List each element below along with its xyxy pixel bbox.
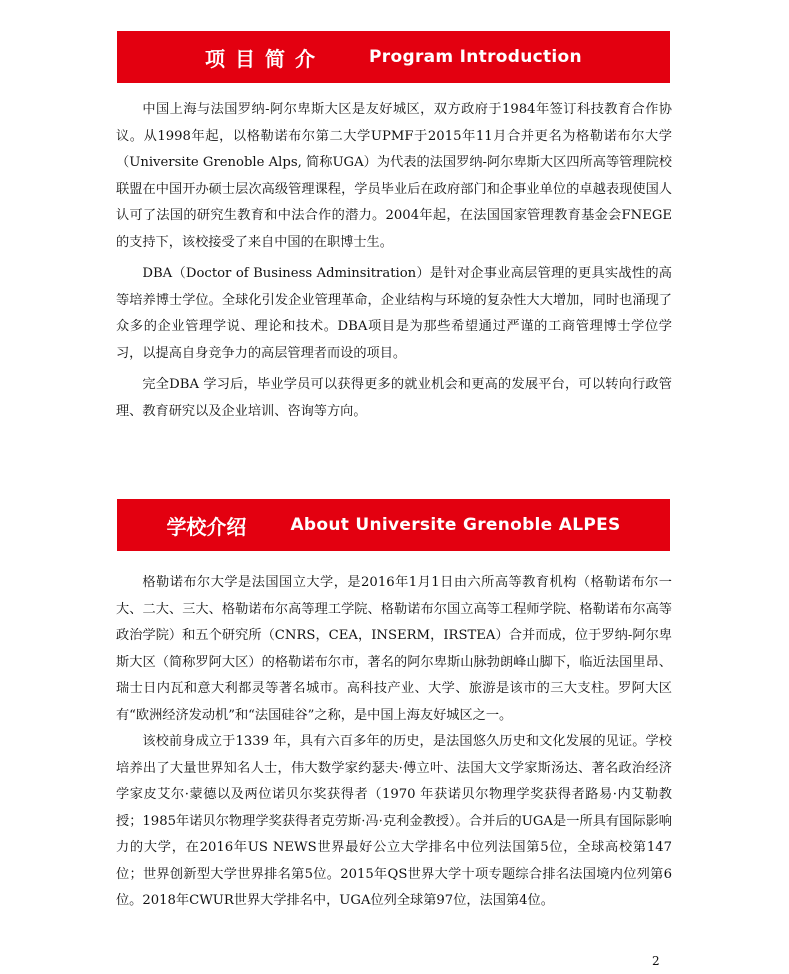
program-intro-heading <box>117 31 670 83</box>
about-school-paragraph: 格勒诺布尔大学是法国国立大学，是2016年1月1日由六所高等教育机构（格勒诺布尔一大、二大、三大、格勒诺布尔高等理工学院、格勒诺布尔国立高等工程师学院、格勒诺布尔高等政治学院）和五个研究所（CNRS，CEA，INSERM，IRSTEA）合并而成，位于罗纳-阿尔卑斯大区（简称罗阿大区）的格勒诺布尔市，著名的阿尔卑斯山脉勃朗峰山脚下，临近法国里昂、瑞士日内瓦和意大利都灵等著名城市。高科技产业、大学、旅游是该市的三大支柱。罗阿大区有“欧洲经济发动机”和“法国硅谷”之称，是中国上海友好城区之一。 <box>116 575 672 723</box>
program-intro-paragraph: DBA（Doctor of Business Adminsitration）是针对企事业高层管理的更具实战性的高等培养博士学位。全球化引发企业管理革命，企业结构与环境的复杂性大大增加，同时也涌现了众多的企业管理学说、理论和技术。DBA项目是为那些希望通过严谨的工商管理博士学位学习，以提高自身竞争力的高层管理者而设的项目。 <box>116 266 672 361</box>
about-school-paragraph: 该校前身成立于1339 年，具有六百多年的历史，是法国悠久历史和文化发展的见证。学校培养出了大量世界知名人士，伟大数学家约瑟夫·傅立叶、法国大文学家斯汤达、著名政治经济学家皮艾尔·蒙德以及两位诺贝尔奖获得者（1970 年获诺贝尔物理学奖获得者路易·内艾勒教授；1985年诺贝尔物理学奖获得者克劳斯·冯·克利金教授）。合并后的UGA是一所具有国际影响力的大学，在2016年US NEWS世界最好公立大学排名中位列法国第5位，全球高校第147位；世界创新型大学世界排名第5位。2015年QS世界大学十项专题综合排名法国境内位列第6位。2018年CWUR世界大学排名中，UGA位列全球第97位，法国第4位。 <box>116 734 672 908</box>
program-intro-paragraph: 完全DBA 学习后，毕业学员可以获得更多的就业机会和更高的发展平台，可以转向行政管理、教育研究以及企业培训、咨询等方向。 <box>116 377 672 419</box>
about-school-heading <box>117 499 670 551</box>
page-number: 2 <box>652 954 660 968</box>
about-school-title-en: About Universite Grenoble ALPES <box>290 515 621 535</box>
program-intro-body <box>116 97 672 425</box>
program-intro-title-en: Program Introduction <box>369 47 582 67</box>
about-school-body <box>116 570 672 915</box>
program-intro-paragraph: 中国上海与法国罗纳-阿尔卑斯大区是友好城区，双方政府于1984年签订科技教育合作协议。从1998年起，以格勒诺布尔第二大学UPMF于2015年11月合并更名为格勒诺布尔大学（Universite Grenoble Alps, 简称UGA）为代表的法国罗纳-阿尔卑斯大区四所高等管理院校联盟在中国开办硕士层次高级管理课程，学员毕业后在政府部门和企事业单位的卓越表现使国人认可了法国的研究生教育和中法合作的潜力。2004年起，在法国国家管理教育基金会FNEGE的支持下，该校接受了来自中国的在职博士生。 <box>116 102 672 250</box>
about-school-title-zh: 学校介绍 <box>166 514 247 539</box>
program-intro-title-zh: 项目简介 <box>205 46 326 71</box>
